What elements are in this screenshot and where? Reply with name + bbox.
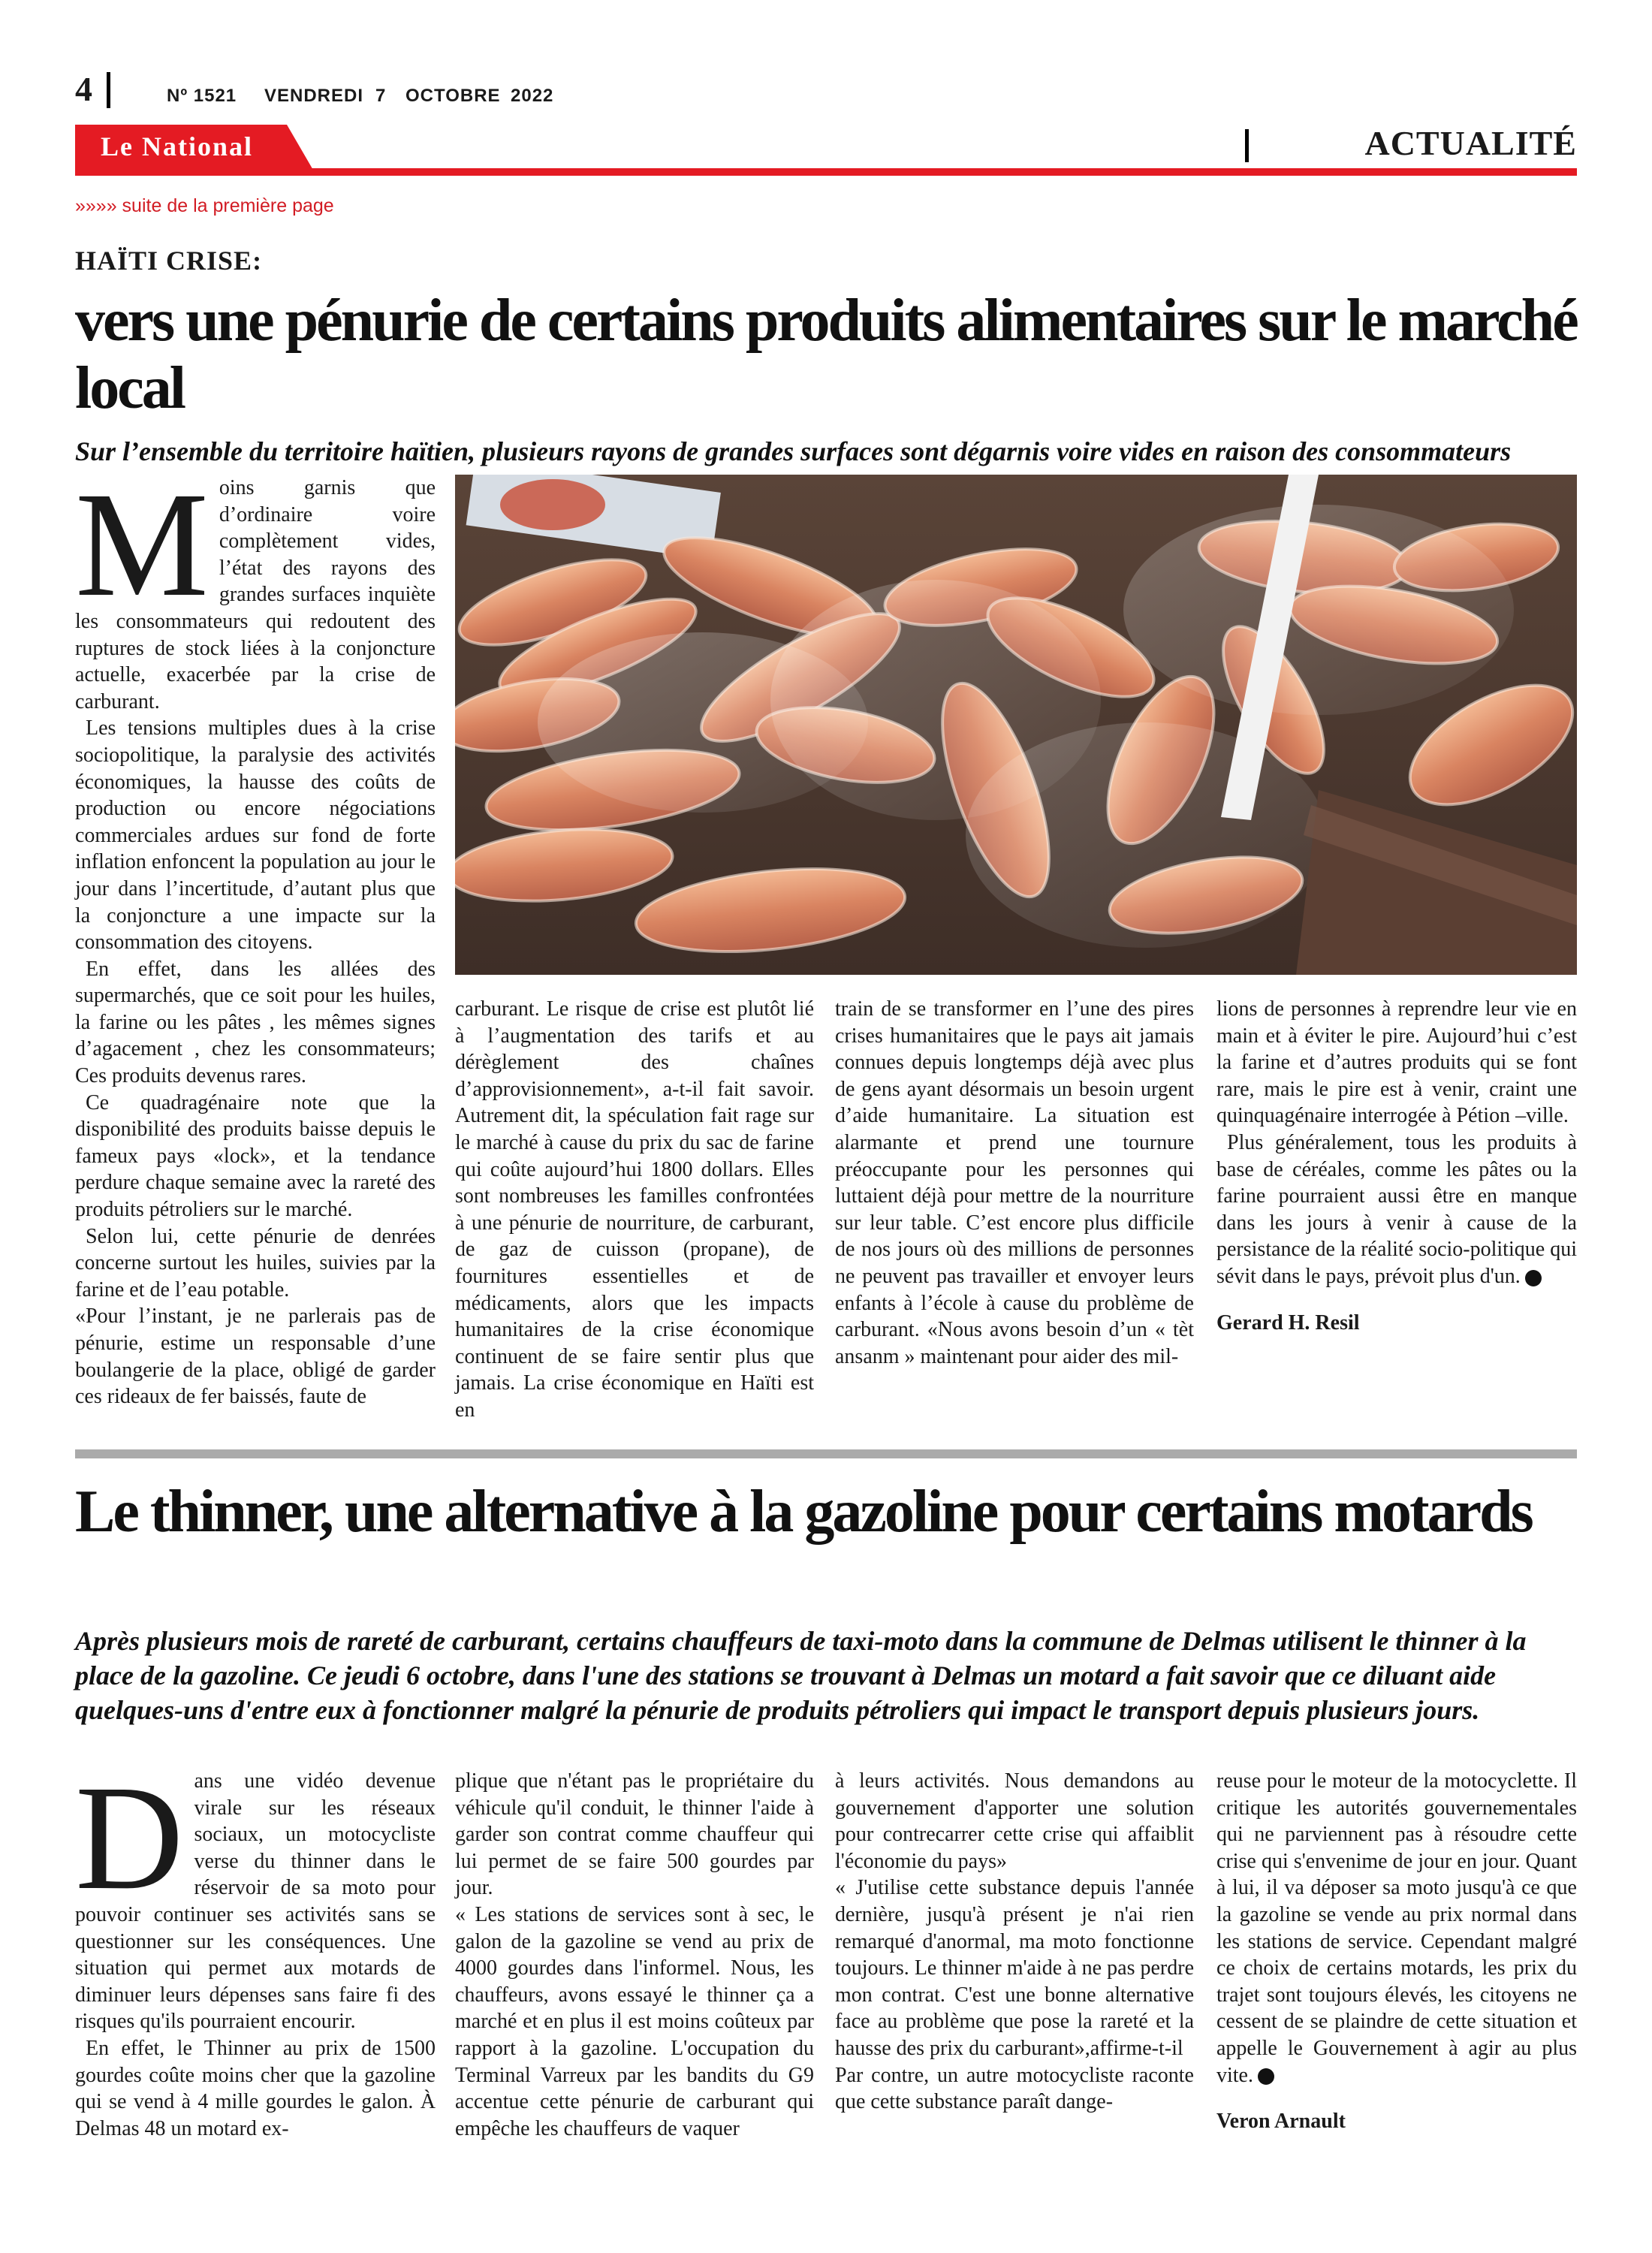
article1-dropcap: M (75, 462, 209, 628)
article2-dropcap: D (75, 1755, 184, 1921)
paragraph-text: Plus généralement, tous les produits à base de céréales, comme les pâtes ou la farine pourraient aussi être en manque dans les jours à venir à cause de la persistance de la réalité socio-politique qui sévit dans le pays, prévoit plus d'un. (1216, 1130, 1577, 1288)
article2-byline: Veron Arnault (1216, 2110, 1346, 2134)
issue-date-year: 2022 (511, 86, 554, 106)
paragraph: Ce quadragénaire note que la disponibilité des produits baisse depuis le fameux pays «lock», et la tendance perdure chaque semaine avec la rareté des produits pétroliers sur le marché. (75, 1090, 436, 1222)
paragraph (1216, 1130, 1577, 1290)
article1-deck: Sur l’ensemble du territoire haïtien, plusieurs rayons de grandes surfaces sont dégarnis voire vides en raison des consommateurs (75, 436, 1512, 466)
paragraph: En effet, dans les allées des supermarchés, que ce soit pour les huiles, la farine ou les pâtes , les mêmes signes d’agacement , chez les consommateurs; Ces produits devenus rares. (75, 957, 436, 1088)
paragraph: En effet, le Thinner au prix de 1500 gourdes coûte moins cher que la gazoline qui se vend à 4 mille gourdes le galon. À Delmas 48 un motard ex- (75, 2036, 436, 2140)
section-divider (1245, 129, 1249, 162)
issue-day: VENDREDI (264, 86, 364, 106)
issue-number: Nº 1521 (167, 86, 237, 106)
article1-column-4 (1216, 996, 1577, 1336)
article2-column-1 (75, 1755, 436, 2142)
article2-deck: Après plusieurs mois de rareté de carburant, certains chauffeurs de taxi-moto dans la commune de Delmas utilisent le thinner à la place de la gazoline. Ce jeudi 6 octobre, dans l'une des stations se trouvant à Delmas un motard a fait savoir que ce diluant aide quelques-uns d'entre eux à fonctionner malgré la pénurie de produits pétroliers qui impact le transport depuis plusieurs jours. (75, 1626, 1527, 1725)
article1-column-3 (835, 996, 1194, 1370)
brand-logo: Le National (101, 131, 254, 161)
paragraph (1216, 1768, 1577, 2089)
article1-column-1 (75, 462, 436, 1410)
paragraph: à leurs activités. Nous demandons au gouvernement d'apporter une solution pour contrecarrer cette crise qui affaiblit l'économie du pays» (835, 1769, 1194, 1873)
article2-column-4 (1216, 1768, 1577, 2135)
paragraph: Les tensions multiples dues à la crise sociopolitique, la paralysie des activités économiques, la hausse des coûts de production ou encore négociations commerciales ardues sur fond de forte inflation enfoncent la population au jour le jour dans l’incertitude, d’autant plus que la conjoncture a une impacte sur la consommation des citoyens. (75, 716, 436, 955)
header-rule (75, 168, 1577, 176)
paragraph: plique que n'étant pas le propriétaire du véhicule qu'il conduit, le thinner l'aide à garder son contrat comme chauffeur qui lui permet de se faire 500 gourdes par jour. (455, 1769, 814, 1900)
article2-headline: Le thinner, une alternative à la gazoline pour certains motards (75, 1479, 1532, 1545)
paragraph: « Les stations de services sont à sec, le galon de la gazoline se vend au prix de 4000 gourdes dans l'informel. Nous, les chauffeurs, avons essayé le thinner ça a marché et en plus il est moins coûteux par rapport à la gazoline. L'occupation du Terminal Varreux par les bandits du G9 accentue cette pénurie de carburant qui empêche les chauffeurs de vaquer (455, 1902, 814, 2140)
article1-headline: vers une pénurie de certains produits alimentaires sur le marché local (75, 288, 1577, 421)
bread-photo-illustration (455, 475, 1577, 975)
paragraph: Par contre, un autre motocycliste raconte que cette substance paraît dange- (835, 2063, 1194, 2114)
end-of-article-icon (1258, 2068, 1274, 2085)
paragraph: Selon lui, cette pénurie de denrées concerne surtout les huiles, suivies par la farine et de l’eau potable. (75, 1224, 436, 1301)
article-divider (75, 1449, 1577, 1458)
article1-column-2 (455, 996, 814, 1424)
end-of-article-icon (1525, 1270, 1542, 1286)
paragraph: « J'utilise cette substance depuis l'année dernière, jusqu'à présent je n'ai rien remarqué d'anormal, ma moto fonctionne toujours. Le thinner m'aide à ne pas perdre mon contrat. C'est une bonne alternative face au problème que pose la rareté et la hausse des prix du carburant»,affirme-t-il (835, 1876, 1194, 2060)
issue-date-day: 7 (375, 86, 387, 106)
paragraph: carburant. Le risque de crise est plutôt lié à l’augmentation des tarifs et au dérèglement des chaînes d’approvisionnement», a-t-il fait savoir. Autrement dit, la spéculation fait rage sur le marché à cause du prix du sac de farine qui coûte aujourd’hui 1800 dollars. Elles sont nombreuses les familles confrontées à une pénurie de nourriture, de carburant, de gaz de cuisson (propane), de fournitures essentielles et de médicaments, alors que les impacts humanitaires de la crise économique continuent de se faire sentir plus que jamais. La crise économique en Haïti est en (455, 997, 814, 1422)
continued-from-link[interactable]: »»»» suite de la première page (75, 195, 334, 216)
article2-column-2 (455, 1768, 814, 2142)
paragraph: ans une vidéo devenue virale sur les réseaux sociaux, un motocycliste verse du thinner dans le réservoir de sa moto pour pouvoir continuer ses activités sans se questionner sur les conséquences. Une situation qui permet aux motards de diminuer leurs dépenses sans faire fi des risques qu'ils pourraient encourir. (75, 1769, 436, 2034)
paragraph: train de se transformer en l’une des pires crises humanitaires que le pays ait jamais connues depuis longtemps déjà avec plus de gens ayant désormais un besoin urgent d’aide humanitaire. La situation est alarmante et prend une tournure préoccupante pour les personnes qui luttaient déjà pour mettre de la nourriture sur leur table. C’est encore plus difficile de nos jours où des millions de personnes ne peuvent pas travailler et envoyer leurs enfants à l’école à cause du problème de carburant. «Nous avons besoin d’un « tèt ansanm » maintenant pour aider des mil- (835, 997, 1194, 1368)
page-number-divider (107, 72, 110, 108)
article1-byline: Gerard H. Resil (1216, 1310, 1360, 1335)
article1-kicker: HAÏTI CRISE: (75, 246, 263, 276)
article1-photo (455, 475, 1577, 975)
page-number: 4 (75, 70, 92, 108)
paragraph-text: reuse pour le moteur de la motocyclette. Il critique les autorités gouvernementales qui ne parviennent pas à résoudre cette crise qui s'envenime de jour en jour. Quant à lui, il va déposer sa moto jusqu'à ce que la gazoline se vende au prix normal dans les stations de service. Cependant malgré ce choix de certains motards, les prix du trajet sont toujours élevés, les citoyens ne cessent de se plaindre de cette situation et appelle le Gouvernement à agir au plus vite. (1216, 1769, 1577, 2087)
paragraph: oins garnis que d’ordinaire voire complètement vides, l’état des rayons des grandes surfaces inquiète les consommateurs qui redoutent des ruptures de stock liées à la conjoncture actuelle, exacerbée par la crise de carburant. (75, 476, 436, 713)
issue-date-month: OCTOBRE (405, 86, 501, 106)
section-label: ACTUALITÉ (1364, 124, 1577, 162)
paragraph: lions de personnes à reprendre leur vie en main et à éviter le pire. Aujourd’hui c’est la farine et d’autres produits qui se font rare, mais le pire est à venir, craint une quinquagénaire interrogée à Pétion –ville. (1216, 997, 1577, 1128)
paragraph: «Pour l’instant, je ne parlerais pas de pénurie, estime un responsable d’une boulangerie de la place, obligé de garder ces rideaux de fer baissés, faute de (75, 1304, 436, 1409)
article2-column-3 (835, 1768, 1194, 2116)
